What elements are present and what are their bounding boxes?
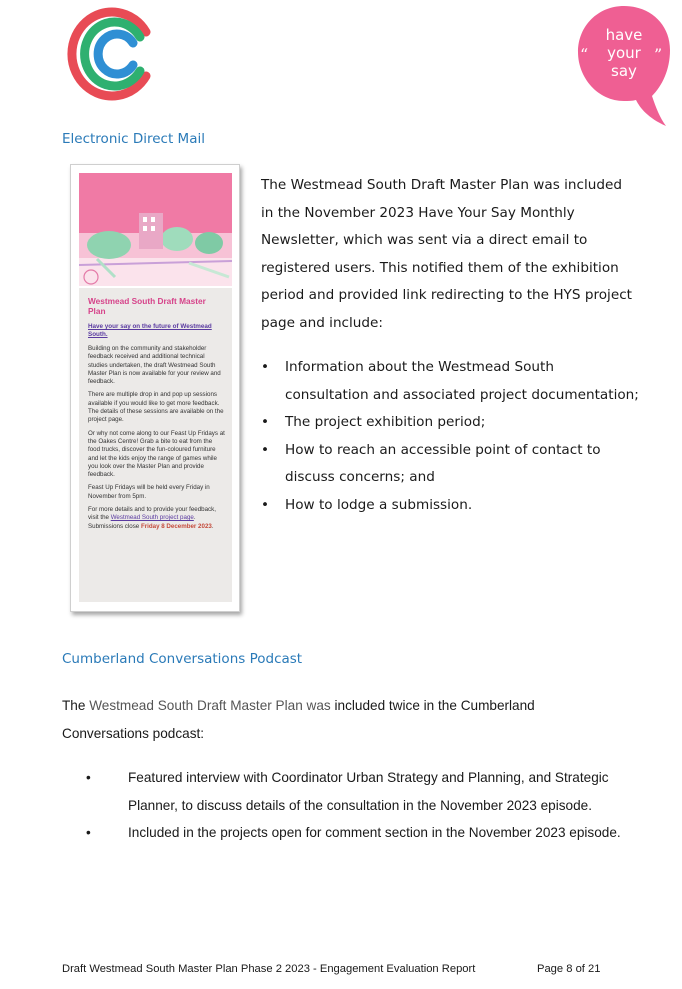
close-quote-icon: ” <box>654 45 663 64</box>
bullet-icon: • <box>261 441 270 458</box>
newsletter-paragraph: There are multiple drop in and pop up sessions available if you would like to get more feedback. The details of these sessions are available on the project page. <box>88 391 224 424</box>
bullet-icon: • <box>261 414 270 430</box>
newsletter-p5-end: . <box>211 522 214 530</box>
bullet-icon: • <box>261 496 270 513</box>
bullet-icon: • <box>86 825 91 840</box>
logo-your: your <box>607 44 641 62</box>
logo-say: say <box>611 62 637 80</box>
list-item-text: How to reach an accessible point of contact to discuss concerns; and <box>285 441 601 485</box>
bullet-icon: • <box>261 359 270 375</box>
list-item-text: The project exhibition period; <box>285 414 486 430</box>
newsletter-project-page-link[interactable]: Westmead South project page <box>110 514 194 522</box>
edm-intro-paragraph: The Westmead South Draft Master Plan was included in the November 2023 Have Your Say Monthly Newsletter, which was sent via a direct email to registered users. This notified them of the exhibition period and provided link redirecting to the HYS project page and include: <box>261 177 632 331</box>
newsletter-paragraph: Feast Up Fridays will be held every Friday in November from 5pm. <box>88 484 210 500</box>
list-item-text: How to lodge a submission. <box>285 496 473 513</box>
list-item-text: Included in the projects open for comment section in the November 2023 episode. <box>128 825 621 840</box>
newsletter-p5-mid: . Submissions close <box>88 514 196 530</box>
list-item <box>261 437 641 492</box>
newsletter-content <box>79 288 232 602</box>
edm-heading: Electronic Direct Mail <box>62 131 205 147</box>
podcast-bullet-list <box>86 764 626 847</box>
newsletter-title: Westmead South Draft Master Plan <box>88 296 206 316</box>
list-item-text: Featured interview with Coordinator Urban Strategy and Planning, and Strategic Planner, to discuss details of the consultation in the November 2023 episode. <box>128 770 609 813</box>
podcast-para-highlight: Westmead South Draft Master Plan was <box>89 698 331 713</box>
newsletter-paragraph <box>88 506 225 531</box>
podcast-paragraph <box>62 692 622 747</box>
podcast-para-post: included twice in the Cumberland Conversations podcast: <box>62 698 535 741</box>
newsletter-hero-illustration <box>79 173 232 286</box>
list-item-text: Information about the Westmead South consultation and associated project documentation; <box>285 359 639 403</box>
footer-title: Draft Westmead South Master Plan Phase 2 2023 - Engagement Evaluation Report <box>62 963 476 975</box>
newsletter-paragraph: Building on the community and stakeholder feedback received and additional technical studies undertaken, the draft Westmead South Master Plan is now available for your review and feedback. <box>88 345 221 386</box>
podcast-para-pre: The <box>62 698 90 713</box>
cumberland-c-logo <box>66 4 160 104</box>
newsletter-have-your-say-link[interactable]: Have your say on the future of Westmead South. <box>88 323 212 338</box>
logo-have: have <box>605 26 643 44</box>
bullet-icon: • <box>86 770 91 785</box>
list-item <box>86 819 626 847</box>
list-item <box>261 492 641 520</box>
edm-bullet-list <box>261 354 641 519</box>
footer-page-number: Page 8 of 21 <box>537 963 601 975</box>
open-quote-icon: “ <box>580 45 589 64</box>
newsletter-close-date: Friday 8 December 2023 <box>140 522 212 530</box>
newsletter-p5-pre: For more details and to provide your feedback, visit the <box>88 506 216 522</box>
list-item <box>86 764 626 819</box>
newsletter-paragraph: Or why not come along to our Feast Up Fridays at the Oakes Centre! Grab a bite to eat from the food trucks, discover the fun-coloured furniture and let the kids enjoy the range of games while you look over the Master Plan and provide feedback. <box>88 429 225 479</box>
list-item <box>261 354 641 409</box>
have-your-say-logo <box>574 4 674 128</box>
newsletter-screenshot <box>70 164 240 612</box>
podcast-heading: Cumberland Conversations Podcast <box>62 651 303 667</box>
list-item <box>261 409 641 437</box>
